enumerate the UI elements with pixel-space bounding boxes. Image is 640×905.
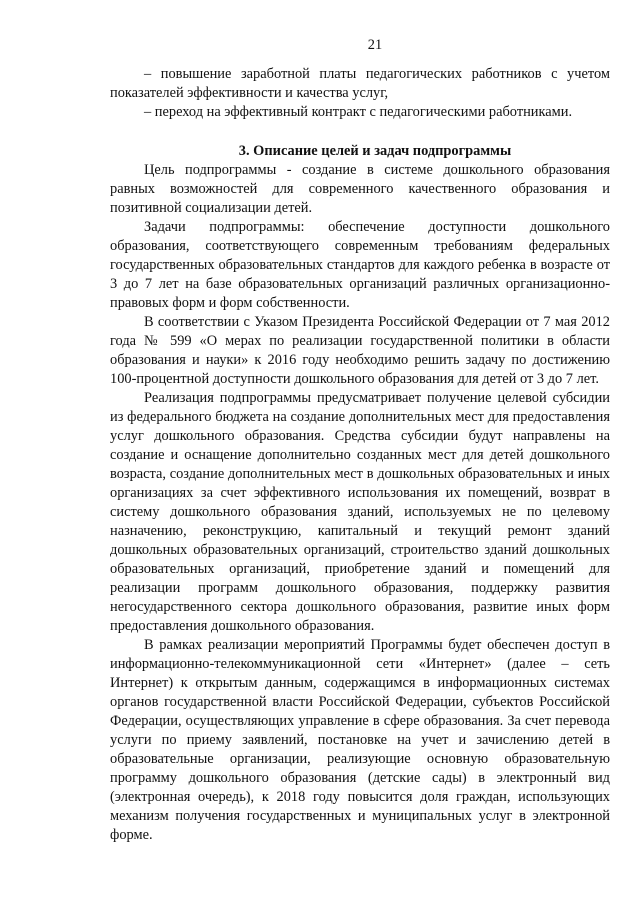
- document-page: [110, 36, 610, 845]
- section-heading: 3. Описание целей и задач подпрограммы: [238, 143, 512, 159]
- bullet-item-salary: – повышение заработной платы педагогических работников с учетом показателей эффективности и качества услуг,: [110, 66, 610, 101]
- paragraph-decree: В соответствии с Указом Президента Российской Федерации от 7 мая 2012 года № 599 «О мерах по реализации государственной политики в области образования и науки» к 2016 году необходимо решить задачу по достижению 100-процентной доступности дошкольного образования для детей от 3 до 7 лет.: [110, 314, 610, 387]
- bullet-item-contract: – переход на эффективный контракт с педагогическими работниками.: [144, 104, 573, 120]
- page-number: 21: [367, 37, 383, 53]
- paragraph-internet: В рамках реализации мероприятий Программы будет обеспечен доступ в информационно-телекоммуникационной сети «Интернет» (далее – сеть Интернет) к открытым данным, содержащимся в информационных системах органов государственной власти Российской Федерации, субъектов Российской Федерации, осуществляющих управление в сфере образования. За счет перевода услуги по приему заявлений, постановке на учет и зачислению детей в образовательные организации, реализующие основную образовательную программу дошкольного образования (детские сады) в электронный вид (электронная очередь), к 2018 году повысится доля граждан, использующих механизм получения государственных и муниципальных услуг в электронной форме.: [110, 637, 610, 843]
- paragraph-tasks: Задачи подпрограммы: обеспечение доступности дошкольного образования, соответствующего современным требованиям федеральных государственных образовательных стандартов для каждого ребенка в возрасте от 3 до 7 лет на базе образовательных организаций различных организационно-правовых форм и форм собственности.: [110, 219, 610, 311]
- paragraph-subsidy: Реализация подпрограммы предусматривает получение целевой субсидии из федерального бюджета на создание дополнительных мест для предоставления услуг дошкольного образования. Средства субсидии будут направлены на создание и оснащение дополнительно созданных мест для детей дошкольного возраста, создание дополнительных мест в дошкольных образовательных и иных организациях за счет эффективного использования их помещений, возврат в систему дошкольного образования зданий, используемых не по целевому назначению, реконструкцию, капитальный и текущий ремонт зданий дошкольных образовательных организаций, строительство зданий дошкольных образовательных организаций, приобретение зданий и помещений для реализации программ дошкольного образования, поддержку развития негосударственного сектора дошкольного образования, развитие иных форм предоставления дошкольного образования.: [110, 390, 610, 634]
- paragraph-goal: Цель подпрограммы - создание в системе дошкольного образования равных возможностей для современного качественного образования и позитивной социализации детей.: [110, 162, 610, 216]
